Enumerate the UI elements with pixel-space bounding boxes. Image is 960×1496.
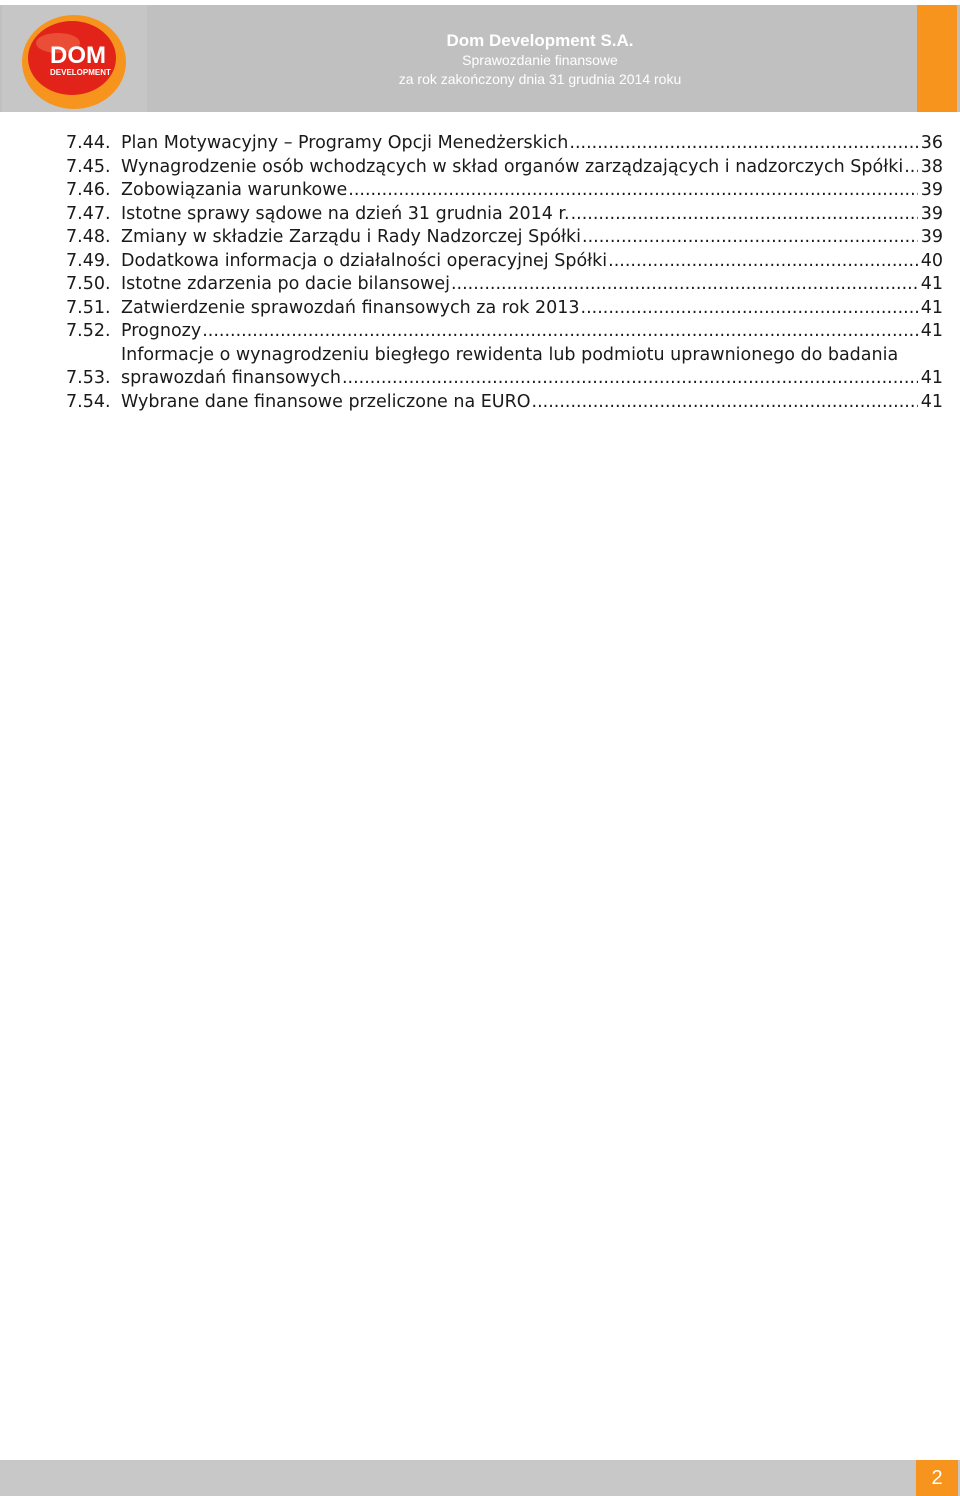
- toc-entry-number: 7.46.: [66, 180, 111, 200]
- toc-entry-title: Plan Motywacyjny – Programy Opcji Menedżerskich: [121, 133, 569, 153]
- toc-leader-dots: [608, 250, 918, 274]
- toc-entry[interactable]: [66, 132, 943, 156]
- logo-main-text: DOM: [50, 42, 106, 69]
- toc-entry-number: 7.44.: [66, 133, 111, 153]
- toc-entry-number: 7.53.: [66, 368, 111, 388]
- toc-entry-title: Zatwierdzenie sprawozdań finansowych za rok 2013: [121, 297, 580, 318]
- toc-leader-dots: [451, 273, 918, 297]
- toc-entry-line: [121, 203, 943, 227]
- toc-entry-number: 7.48.: [66, 227, 111, 247]
- toc-entry-page: 41: [920, 391, 943, 412]
- toc-entry-page: 40: [920, 250, 943, 271]
- toc-entry[interactable]: [66, 179, 943, 203]
- toc-entry[interactable]: [66, 391, 943, 415]
- toc-entry-line: [121, 226, 943, 250]
- toc-leader-dots: [202, 320, 918, 344]
- toc-entry-body: [121, 203, 943, 227]
- toc-leader-dots: [342, 367, 918, 391]
- toc-entry-title: Wybrane dane finansowe przeliczone na EURO: [121, 391, 531, 412]
- toc-entry-title: Dodatkowa informacja o działalności operacyjnej Spółki: [121, 250, 608, 271]
- toc-entry-line: [121, 367, 943, 391]
- toc-entry-line: [121, 132, 943, 156]
- toc-entry-line: [121, 250, 943, 274]
- toc-entry-page: 41: [920, 274, 943, 294]
- toc-entry-number: 7.50.: [66, 274, 111, 294]
- toc-entry-line: [121, 391, 943, 415]
- toc-entry-number: 7.51.: [66, 297, 111, 318]
- toc-leader-dots: [581, 297, 918, 321]
- toc-entry-title: Istotne zdarzenia po dacie bilansowej: [121, 274, 450, 294]
- logo-icon: [2, 5, 147, 112]
- toc-entry-page: 39: [920, 227, 943, 247]
- toc-entry-body: [121, 132, 943, 156]
- toc-leader-dots: [571, 203, 918, 227]
- footer-bar: [0, 1460, 960, 1496]
- toc-entry-title: Informacje o wynagrodzeniu biegłego rewidenta lub podmiotu uprawnionego do badania: [121, 344, 899, 365]
- toc-entry-title: Zobowiązania warunkowe: [121, 180, 348, 200]
- toc-leader-dots: [348, 179, 918, 203]
- toc-entry[interactable]: [66, 273, 943, 297]
- header-accent-block: [917, 5, 957, 112]
- toc-entry[interactable]: [66, 320, 943, 344]
- toc-entry-title: Zmiany w składzie Zarządu i Rady Nadzorczej Spółki: [121, 227, 581, 247]
- company-logo: [2, 5, 147, 112]
- toc-entry-body: [121, 226, 943, 250]
- toc-entry[interactable]: [66, 344, 943, 391]
- toc-entry-number: 7.52.: [66, 321, 111, 341]
- logo-sub-text: DEVELOPMENT: [50, 68, 111, 77]
- toc-entry-page: 39: [920, 180, 943, 200]
- toc-entry-body: [121, 297, 943, 321]
- page-number: 2: [916, 1460, 958, 1496]
- toc-entry-line: [121, 273, 943, 297]
- toc-entry-body: [121, 320, 943, 344]
- toc-entry-page: 41: [920, 321, 943, 341]
- toc-leader-dots: [904, 156, 918, 180]
- reporting-period: za rok zakończony dnia 31 grudnia 2014 roku: [398, 71, 682, 87]
- toc-entry-line: [121, 156, 943, 180]
- toc-entry-body: [121, 344, 943, 391]
- toc-entry-title: Prognozy: [121, 321, 202, 341]
- toc-entry-number: 7.54.: [66, 391, 111, 412]
- toc-entry-line: [121, 297, 943, 321]
- toc-entry-title: Wynagrodzenie osób wchodzących w skład organów zarządzających i nadzorczych Spółki: [121, 156, 904, 177]
- toc-entry-number: 7.47.: [66, 203, 111, 224]
- header-text: [300, 30, 780, 89]
- toc-entry-title: Istotne sprawy sądowe na dzień 31 grudnia 2014 r.: [121, 203, 570, 224]
- toc-entry-page: 36: [920, 133, 943, 153]
- toc-entry[interactable]: [66, 156, 943, 180]
- toc-entry-page: 39: [920, 203, 943, 224]
- toc-entry-title: sprawozdań finansowych: [121, 368, 341, 388]
- toc-entry-page: 41: [920, 368, 943, 388]
- toc-entry-line: [121, 344, 943, 368]
- toc-leader-dots: [532, 391, 918, 415]
- toc-entry[interactable]: [66, 226, 943, 250]
- toc-entry-body: [121, 391, 943, 415]
- toc-entry-number: 7.49.: [66, 250, 111, 271]
- toc-entry-page: 41: [920, 297, 943, 318]
- toc-leader-dots: [582, 226, 918, 250]
- toc-entry-body: [121, 156, 943, 180]
- toc-entry-line: [121, 179, 943, 203]
- toc-entry[interactable]: [66, 203, 943, 227]
- toc-entry-number: 7.45.: [66, 156, 111, 177]
- table-of-contents: [66, 132, 943, 414]
- document-title: Sprawozdanie finansowe: [462, 52, 618, 68]
- toc-entry-body: [121, 250, 943, 274]
- toc-entry-body: [121, 179, 943, 203]
- company-name: Dom Development S.A.: [446, 31, 634, 50]
- toc-entry[interactable]: [66, 250, 943, 274]
- toc-entry-body: [121, 273, 943, 297]
- toc-entry[interactable]: [66, 297, 943, 321]
- toc-entry-line: [121, 320, 943, 344]
- toc-leader-dots: [569, 132, 918, 156]
- toc-entry-page: 38: [920, 156, 943, 177]
